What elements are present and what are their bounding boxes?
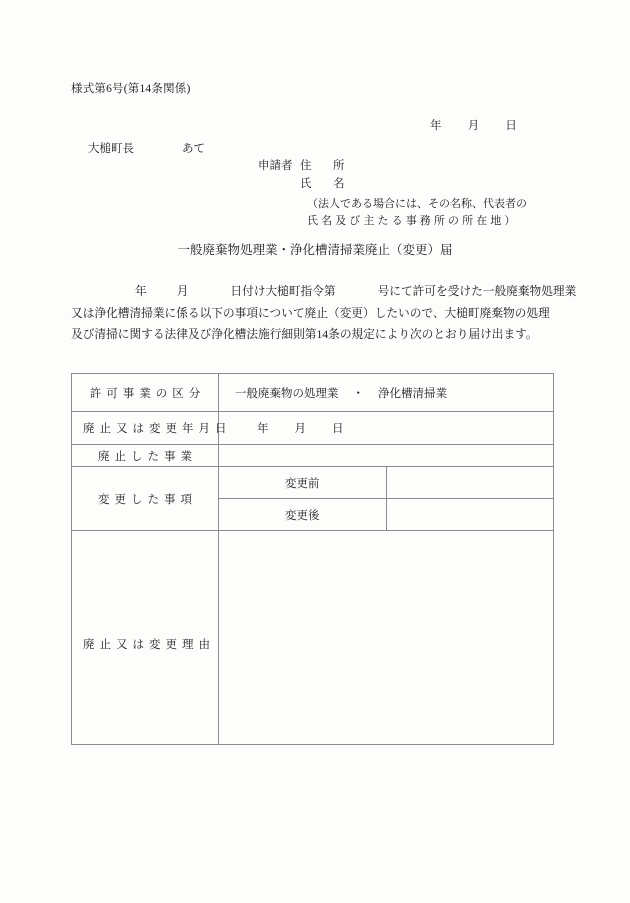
table-row (72, 412, 554, 445)
applicant-address-row (258, 157, 350, 175)
table-row (72, 531, 554, 745)
addressee-suffix: あて (182, 143, 205, 155)
permit-category-separator: ・ (352, 387, 364, 400)
corporate-note (307, 196, 527, 230)
permit-category-option-waste: 一般廃棄物の処理業 (235, 387, 339, 400)
body-order-label: 日付け大槌町指令第 (230, 285, 336, 298)
applicant-address-label: 住 所 (300, 160, 350, 172)
table-row (72, 467, 554, 499)
corporate-note-line2: 氏名及び主たる事務所の所在地） (307, 215, 519, 227)
body-paragraph (71, 281, 577, 346)
row-label-changed-items: 変更した事項 (72, 467, 219, 531)
table-row (72, 374, 554, 412)
abolition-date-day: 日 (332, 423, 344, 435)
page-title: 一般廃棄物処理業・浄化槽清掃業廃止（変更）届 (177, 243, 453, 257)
corporate-note-line1: （法人である場合には、その名称、代表者の (307, 198, 527, 210)
addressee (88, 140, 205, 156)
date-year-label: 年 (430, 120, 442, 132)
table-row (72, 445, 554, 467)
row-value-before-change[interactable] (386, 467, 554, 499)
abolition-date-month: 月 (294, 423, 306, 435)
addressee-recipient: 大槌町長 (88, 143, 134, 155)
sub-label-after-change: 変更後 (219, 499, 387, 531)
applicant-name-label: 氏 名 (300, 178, 350, 190)
row-value-reason[interactable] (219, 531, 554, 745)
date-day-label: 日 (505, 120, 518, 132)
body-line-3: 及び清掃に関する法律及び浄化槽法施行細則第14条の規定により次のとおり届け出ます。 (71, 328, 538, 341)
form-table (71, 373, 554, 745)
body-year-label: 年 (135, 285, 147, 298)
row-value-abolished-business[interactable] (219, 445, 554, 467)
abolition-date-year: 年 (257, 423, 269, 435)
applicant-block (258, 157, 350, 193)
permit-category-option-tank: 浄化槽清掃業 (378, 387, 447, 400)
applicant-name-row (258, 175, 350, 193)
row-value-after-change[interactable] (386, 499, 554, 531)
row-value-permit-category[interactable] (219, 374, 554, 412)
applicant-label: 申請者 (258, 160, 293, 172)
row-label-reason: 廃止又は変更理由 (72, 531, 219, 745)
body-line-2: 又は浄化槽清掃業に係る以下の事項について廃止（変更）したいので、大槌町廃棄物の処理 (71, 306, 550, 320)
row-label-abolished-business: 廃止した事業 (72, 445, 219, 467)
body-month-label: 月 (176, 285, 189, 298)
row-label-permit-category: 許可事業の区分 (72, 374, 219, 412)
row-value-abolition-date[interactable] (219, 412, 554, 445)
date-line (430, 117, 517, 133)
date-month-label: 月 (467, 120, 480, 132)
body-line-1 (71, 281, 577, 303)
sub-label-before-change: 変更前 (219, 467, 387, 499)
row-label-abolition-date: 廃止又は変更年月日 (72, 412, 219, 445)
body-order-suffix: 号にて許可を受けた一般廃棄物処理業 (377, 285, 577, 298)
form-number: 様式第6号(第14条関係) (71, 83, 191, 95)
